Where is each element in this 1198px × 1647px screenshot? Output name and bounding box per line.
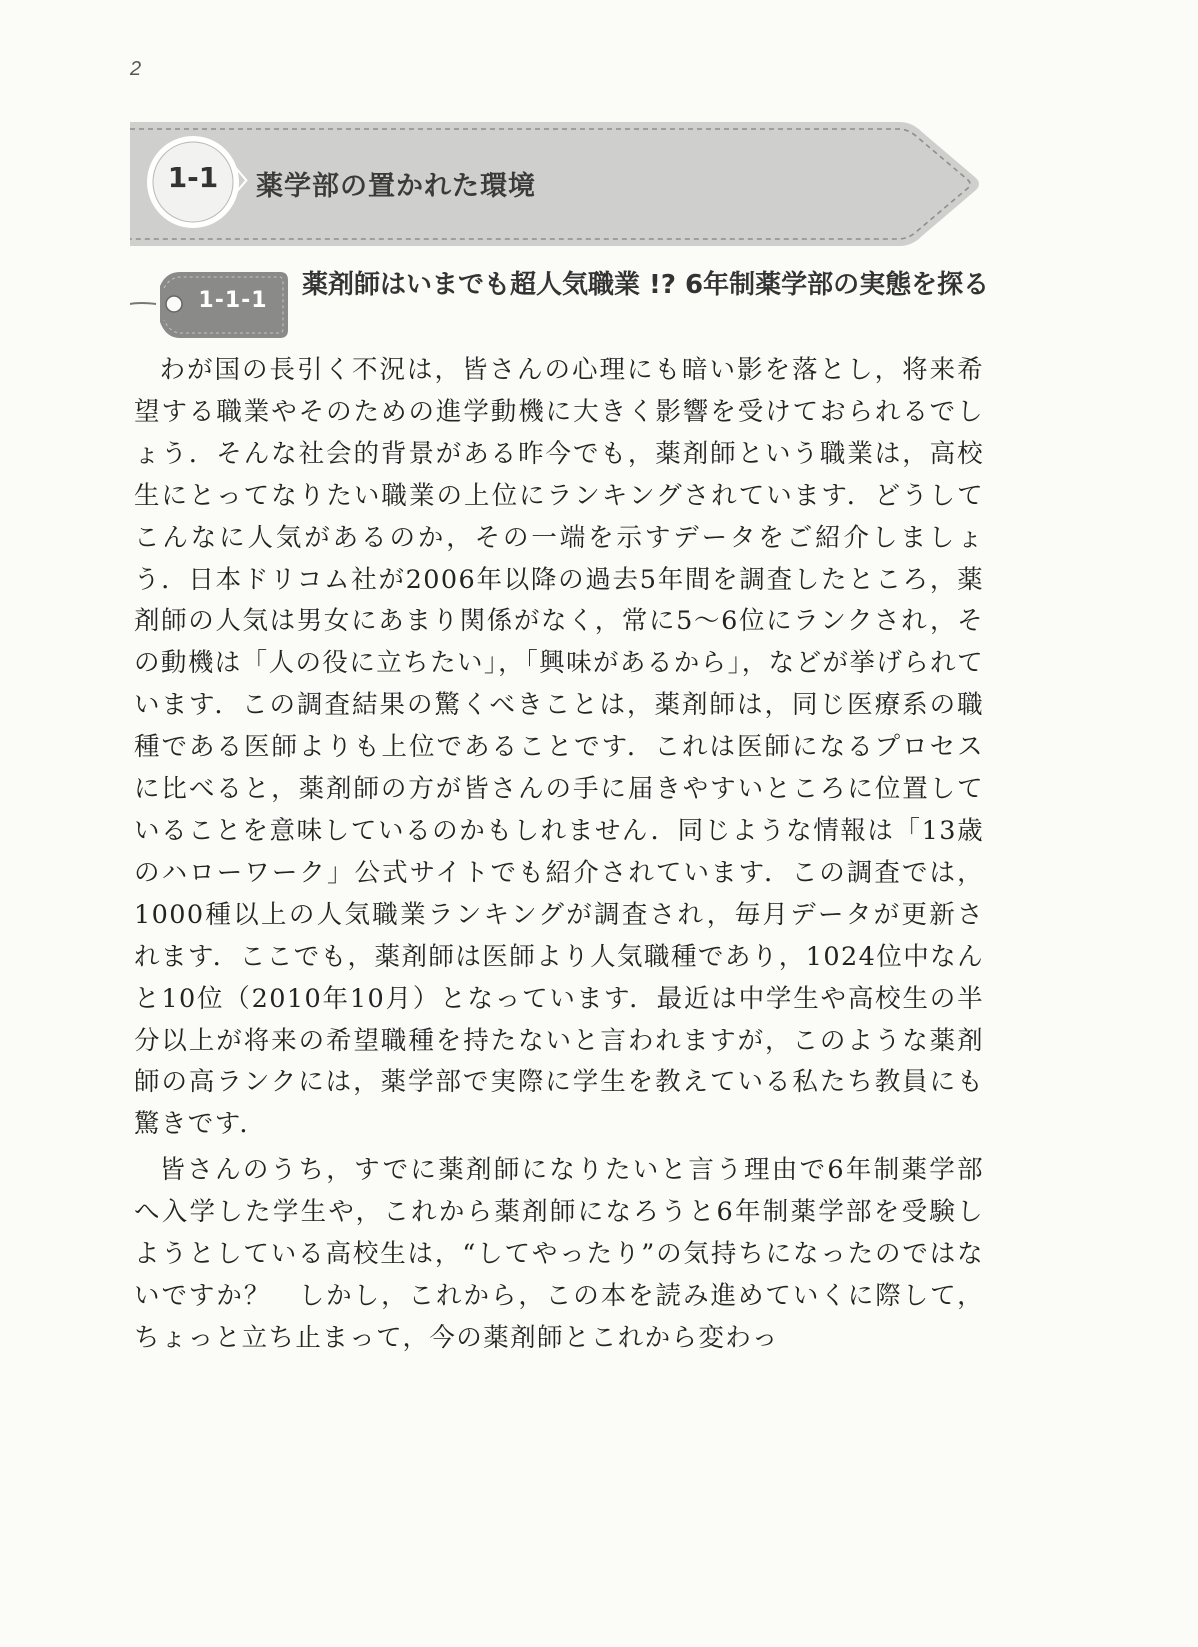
body-text — [134, 350, 984, 1360]
subsection-number: 1-1-1 — [198, 288, 268, 313]
chevron-right-icon: 〉 — [234, 165, 263, 198]
section-number: 1-1 — [167, 161, 219, 194]
paragraph: 皆さんのうち，すでに薬剤師になりたいと言う理由で6年制薬学部へ入学した学生や，これから薬剤師になろうと6年制薬学部を受験しようとしている高校生は，“してやったり”の気持ちになったのではないですか？ しかし，これから，この本を読み進めていくに際して，ちょっと立ち止まって，今の薬剤師とこれから変わっ — [134, 1155, 984, 1353]
subsection-title: 薬剤師はいまでも超人気職業 !? 6年制薬学部の実態を探る — [302, 270, 990, 300]
page-number: 2 — [130, 58, 142, 80]
subsection-tag — [130, 268, 290, 340]
paragraph: わが国の長引く不況は，皆さんの心理にも暗い影を落とし，将来希望する職業やそのための進学動機に大きく影響を受けておられるでしょう．そんな社会的背景がある昨今でも，薬剤師という職業は，高校生にとってなりたい職業の上位にランキングされています．どうしてこんなに人気があるのか，その一端を示すデータをご紹介しましょう．日本ドリコム社が2006年以降の過去5年間を調査したところ，薬剤師の人気は男女にあまり関係がなく，常に5〜6位にランクされ，その動機は「人の役に立ちたい」，「興味があるから」，などが挙げられています．この調査結果の驚くべきことは，薬剤師は，同じ医療系の職種である医師よりも上位であることです．これは医師になるプロセスに比べると，薬剤師の方が皆さんの手に届きやすいところに位置していることを意味しているのかもしれません．同じような情報は「13歳のハローワーク」公式サイトでも紹介されています．この調査では，1000種以上の人気職業ランキングが調査され，毎月データが更新されます．ここでも，薬剤師は医師より人気職種であり，1024位中なんと10位（2010年10月）となっています．最近は中学生や高校生の半分以上が将来の希望職種を持たないと言われますが，このような薬剤師の高ランクには，薬学部で実際に学生を教えている私たち教員にも驚きです． — [134, 355, 984, 1140]
section-title: 薬学部の置かれた環境 — [256, 171, 536, 202]
section-banner — [130, 122, 986, 250]
